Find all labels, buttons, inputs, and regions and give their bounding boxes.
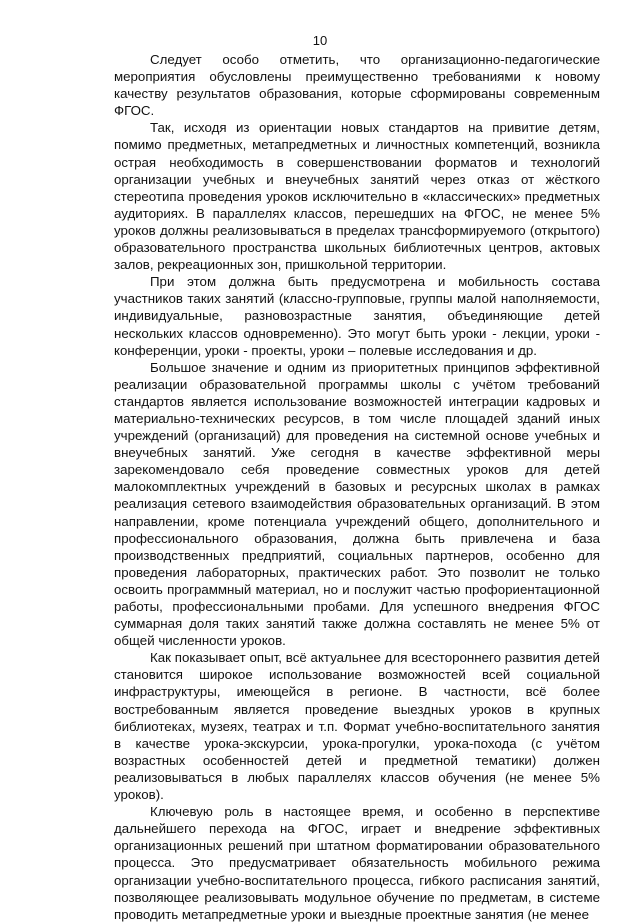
paragraph: Как показывает опыт, всё актуальнее для всестороннего развития детей становится широкое использование возможностей всей социальной инфраструктуры, имеющейся в регионе. В частности, всё более востребованным является проведение выездных уроков в крупных библиотеках, музеях, театрах и т.п. Формат учебно-воспитательного занятия в качестве урока-экскурсии, урока-прогулки, урока-похода (с учётом возрастных особенностей детей и предметной тематики) должен реализовываться в любых параллелях классов обучения (не менее 5% уроков). [114,650,600,803]
paragraph: Так, исходя из ориентации новых стандартов на привитие детям, помимо предметных, метапредметных и личностных компетенций, возникла острая необходимость в совершенствовании форматов и технологий организации учебных и внеучебных занятий через отказ от жёсткого стереотипа проведения уроков исключительно в «классических» предметных аудиториях. В параллелях классов, перешедших на ФГОС, не менее 5% уроков должны реализовываться в пределах трансформируемого (открытого) образовательного пространства школьных библиотечных центров, актовых залов, рекреационных зон, пришкольной территории. [114,120,600,273]
paragraph: При этом должна быть предусмотрена и мобильность состава участников таких занятий (классно-групповые, группы малой наполняемости, индивидуальные, разновозрастные занятия, объединяющие детей нескольких классов одновременно). Это могут быть уроки - лекции, уроки - конференции, уроки - проекты, уроки – полевые исследования и др. [114,274,600,358]
paragraph: Большое значение и одним из приоритетных принципов эффективной реализации образовательной программы школы с учётом требований стандартов является использование возможностей интеграции кадровых и материально-технических ресурсов, в том числе площадей зданий иных учреждений (организаций) для проведения на системной основе учебных и внеучебных занятий. Уже сегодня в качестве эффективной меры зарекомендовало себя проведение совместных уроков для детей малокомплектных учреждений в базовых и ресурсных школах в рамках реализация сетевого взаимодействия образовательных организаций. В этом направлении, кроме потенциала учреждений общего, дополнительного и профессионального образования, должна быть привлечена и база производственных предприятий, социальных партнеров, особенно для проведения лабораторных, практических работ. Это позволит не только освоить программный материал, но и послужит частью профориентационной работы, профессиональными пробами. Для успешного внедрения ФГОС суммарная доля таких занятий также должна составлять не менее 5% от общей численности уроков. [114,359,600,649]
paragraph: Ключевую роль в настоящее время, и особенно в перспективе дальнейшего перехода на ФГОС, играет и внедрение эффективных организационных решений при штатном форматировании образовательного процесса. Это предусматривает обязательность мобильного режима организации учебно-воспитательного процесса, гибкого расписания занятий, позволяющее реализовывать модульное обучение по предметам, в системе проводить метапредметные уроки и выездные проектные занятия (не менее [114,804,600,922]
body-text [114,51,600,923]
page-number: 10 [312,33,328,48]
paragraph: Следует особо отметить, что организационно-педагогические мероприятия обусловлены преимущественно требованиями к новому качеству результатов образования, которые сформированы современным ФГОС. [114,52,600,119]
